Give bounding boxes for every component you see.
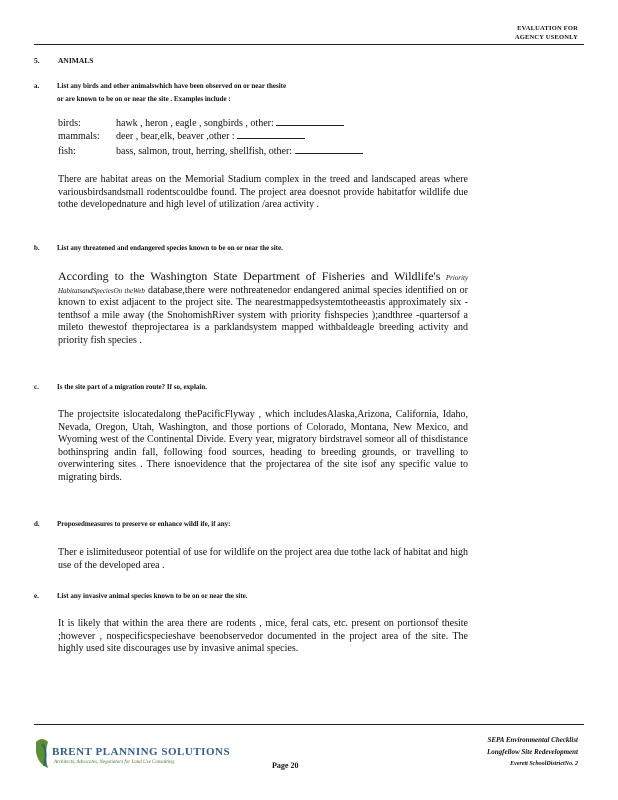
birds-other-blank[interactable] [276, 125, 344, 126]
birds-label: birds: [58, 118, 81, 129]
answer-c: The projectsite islocatedalong thePacificFlyway , which includesAlaska,Arizona, California, Idaho, Nevada, Oregon, Utah, Washington, and those portions of Colorado, Montana, New Mexico, and Wyoming west of the Continental Divide. Every year, migratory birdstravel someor all of thisdistance bothinspring andin fall, following food sources, heading to breeding grounds, or travelling to overwintering sites . There isnoevidence that the projectarea of the site isof any specific value to migrating birds. [58, 409, 468, 483]
question-d [34, 519, 454, 531]
question-e [34, 591, 454, 603]
footer-line-1: SEPA Environmental Checklist [487, 736, 578, 744]
fish-values: bass, salmon, trout, herring, shellfish, other: [116, 146, 293, 157]
question-b [34, 243, 454, 255]
question-e-text: List any invasive animal species known to be on or near the site. [57, 592, 248, 600]
answer-b-priority: Priority HabitatsandSpeciesOn theWeb [58, 274, 468, 295]
header-divider [34, 44, 584, 45]
logo-wordmark: BRENT PLANNING SOLUTIONS [52, 746, 231, 758]
answer-e: It is likely that within the area there are rodents , mice, feral cats, etc. present on portionsof thesite ;however , nospecificspecieshave beenobservedor documented in the project area of the site. The highly used site discourages use by invasive animal species. [58, 618, 468, 654]
question-a-line-1: List any birds and other animalswhich have been observed on or near thesite [57, 82, 287, 90]
fish-other-blank[interactable] [295, 153, 363, 154]
section-title: ANIMALS [58, 56, 94, 65]
answer-b-body: database,there were nothreatenedor endangered animal species identified on or known to exist adjacent to the project site. The nearestmappedsystemtotheeastis approximately six -tenthsof a mile away (the SnohomishRiver system with priority fishspecies );andthree -quartersof a mileto thewestof theprojectarea is a parklandsystem mapped withbaldeagle breeding activity and priority fish species . [58, 284, 468, 346]
logo-tagline: Architects, Advocates, Negotiators for Land Use Consulting [54, 760, 174, 765]
question-c [34, 382, 454, 394]
section-number: 5. [34, 56, 40, 65]
question-a [34, 81, 454, 105]
question-d-text: Proposedmeasures to preserve or enhance wildl ife, if any: [57, 520, 231, 528]
question-d-label: d. [34, 520, 40, 528]
answer-b-lead: According to the Washington State Department of Fisheries and Wildlife's [58, 269, 441, 283]
agency-use-header [378, 24, 578, 42]
header-line-1: EVALUATION FOR [517, 25, 578, 32]
question-b-text: List any threatened and endangered species known to be on or near the site. [57, 244, 283, 252]
mammals-label: mammals: [58, 131, 100, 142]
page-number: Page 20 [272, 761, 299, 770]
footer-line-3: Everett SchoolDistrictNo. 2 [510, 761, 578, 767]
question-e-label: e. [34, 592, 39, 600]
answer-d: Ther e islimiteduseor potential of use for wildlife on the project area due tothe lack of habitat and high use of the developed area . [58, 547, 468, 571]
birds-values: hawk , heron , eagle , songbirds , other: [116, 118, 274, 129]
footer-line-2: Longfellow Site Redevelopment [487, 748, 578, 756]
header-line-2: AGENCY USEONLY [514, 34, 578, 41]
mammals-values: deer , bear,elk, beaver ,other : [116, 131, 235, 142]
answer-a: There are habitat areas on the Memorial Stadium complex in the treed and landscaped areas where variousbirdsandsmall rodentscouldbe found. The project area doesnot provide habitatfor wildlife due tothe developednature and high level of utilization /area activity . [58, 174, 468, 210]
answer-b [58, 270, 468, 347]
brent-planning-logo [34, 734, 231, 774]
question-a-label: a. [34, 82, 40, 90]
footer-divider [34, 724, 584, 725]
fish-label: fish: [58, 146, 76, 157]
question-a-line-2: or are known to be on or near the site . Examples include : [57, 95, 231, 103]
question-c-text: Is the site part of a migration route? If so, explain. [57, 383, 207, 391]
document-info [378, 734, 578, 770]
mammals-other-blank[interactable] [237, 138, 305, 139]
question-b-label: b. [34, 244, 40, 252]
question-c-label: c. [34, 383, 39, 391]
